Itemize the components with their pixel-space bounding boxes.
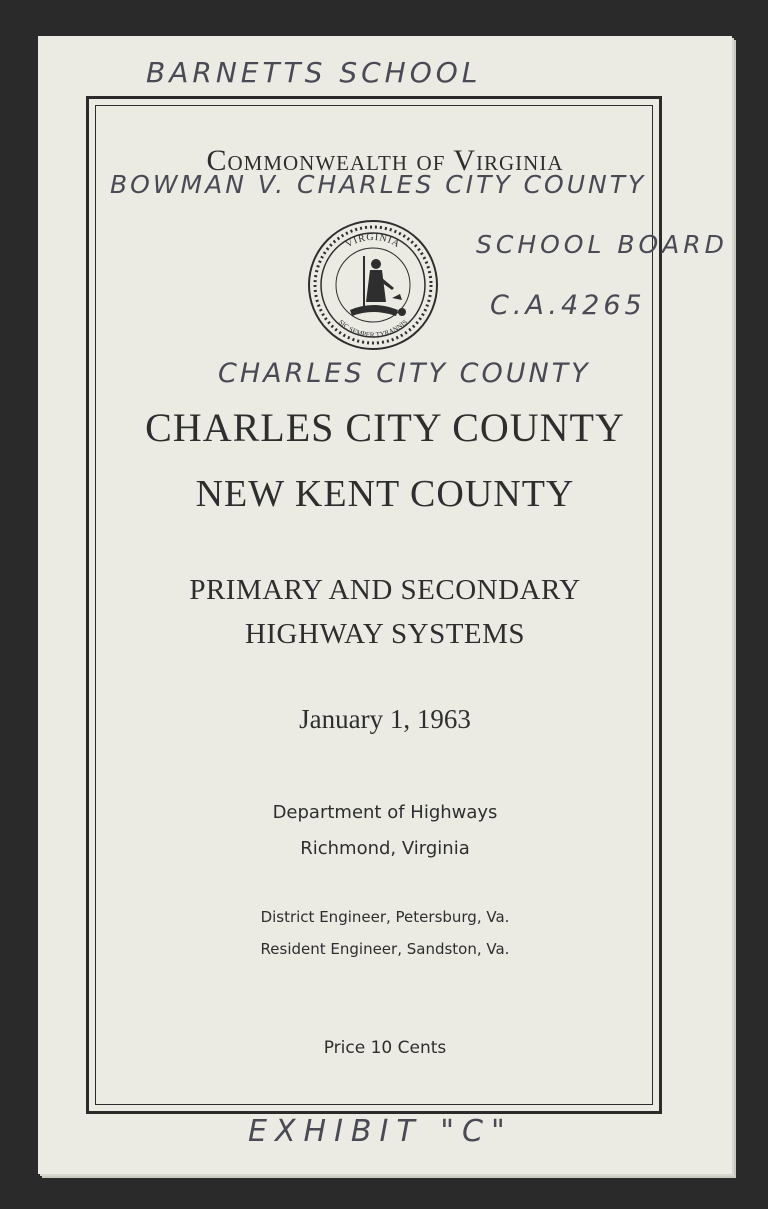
seal-top-text: VIRGINIA bbox=[343, 231, 403, 251]
charles-city-county-title: CHARLES CITY COUNTY bbox=[145, 405, 625, 450]
publication-date: January 1, 1963 bbox=[299, 704, 471, 734]
handwritten-charles-city-county: CHARLES CITY COUNTY bbox=[218, 358, 591, 389]
systems-title-line1: PRIMARY AND SECONDARY bbox=[189, 574, 581, 606]
seal-motto-text: SIC SEMPER TYRANNIS bbox=[336, 318, 410, 340]
document-page bbox=[38, 36, 732, 1174]
department-name: Department of Highways bbox=[272, 802, 498, 823]
commonwealth-heading: Commonwealth of Virginia bbox=[206, 144, 564, 177]
handwritten-case-number: C.A.4265 bbox=[490, 290, 646, 321]
handwritten-school-board: SCHOOL BOARD bbox=[476, 230, 728, 259]
resident-engineer: Resident Engineer, Sandston, Va. bbox=[260, 940, 510, 958]
systems-title-line2: HIGHWAY SYSTEMS bbox=[244, 618, 526, 650]
virginia-seal bbox=[306, 218, 440, 352]
price: Price 10 Cents bbox=[323, 1038, 447, 1058]
department-city: Richmond, Virginia bbox=[300, 838, 470, 859]
district-engineer: District Engineer, Petersburg, Va. bbox=[260, 908, 510, 926]
handwritten-exhibit-c: EXHIBIT "C" bbox=[248, 1114, 513, 1149]
handwritten-barnetts-school: BARNETTS SCHOOL bbox=[146, 56, 482, 89]
handwritten-bowman-v-charles-city-county: BOWMAN V. CHARLES CITY COUNTY bbox=[110, 170, 647, 199]
new-kent-county-title: NEW KENT COUNTY bbox=[195, 473, 575, 515]
